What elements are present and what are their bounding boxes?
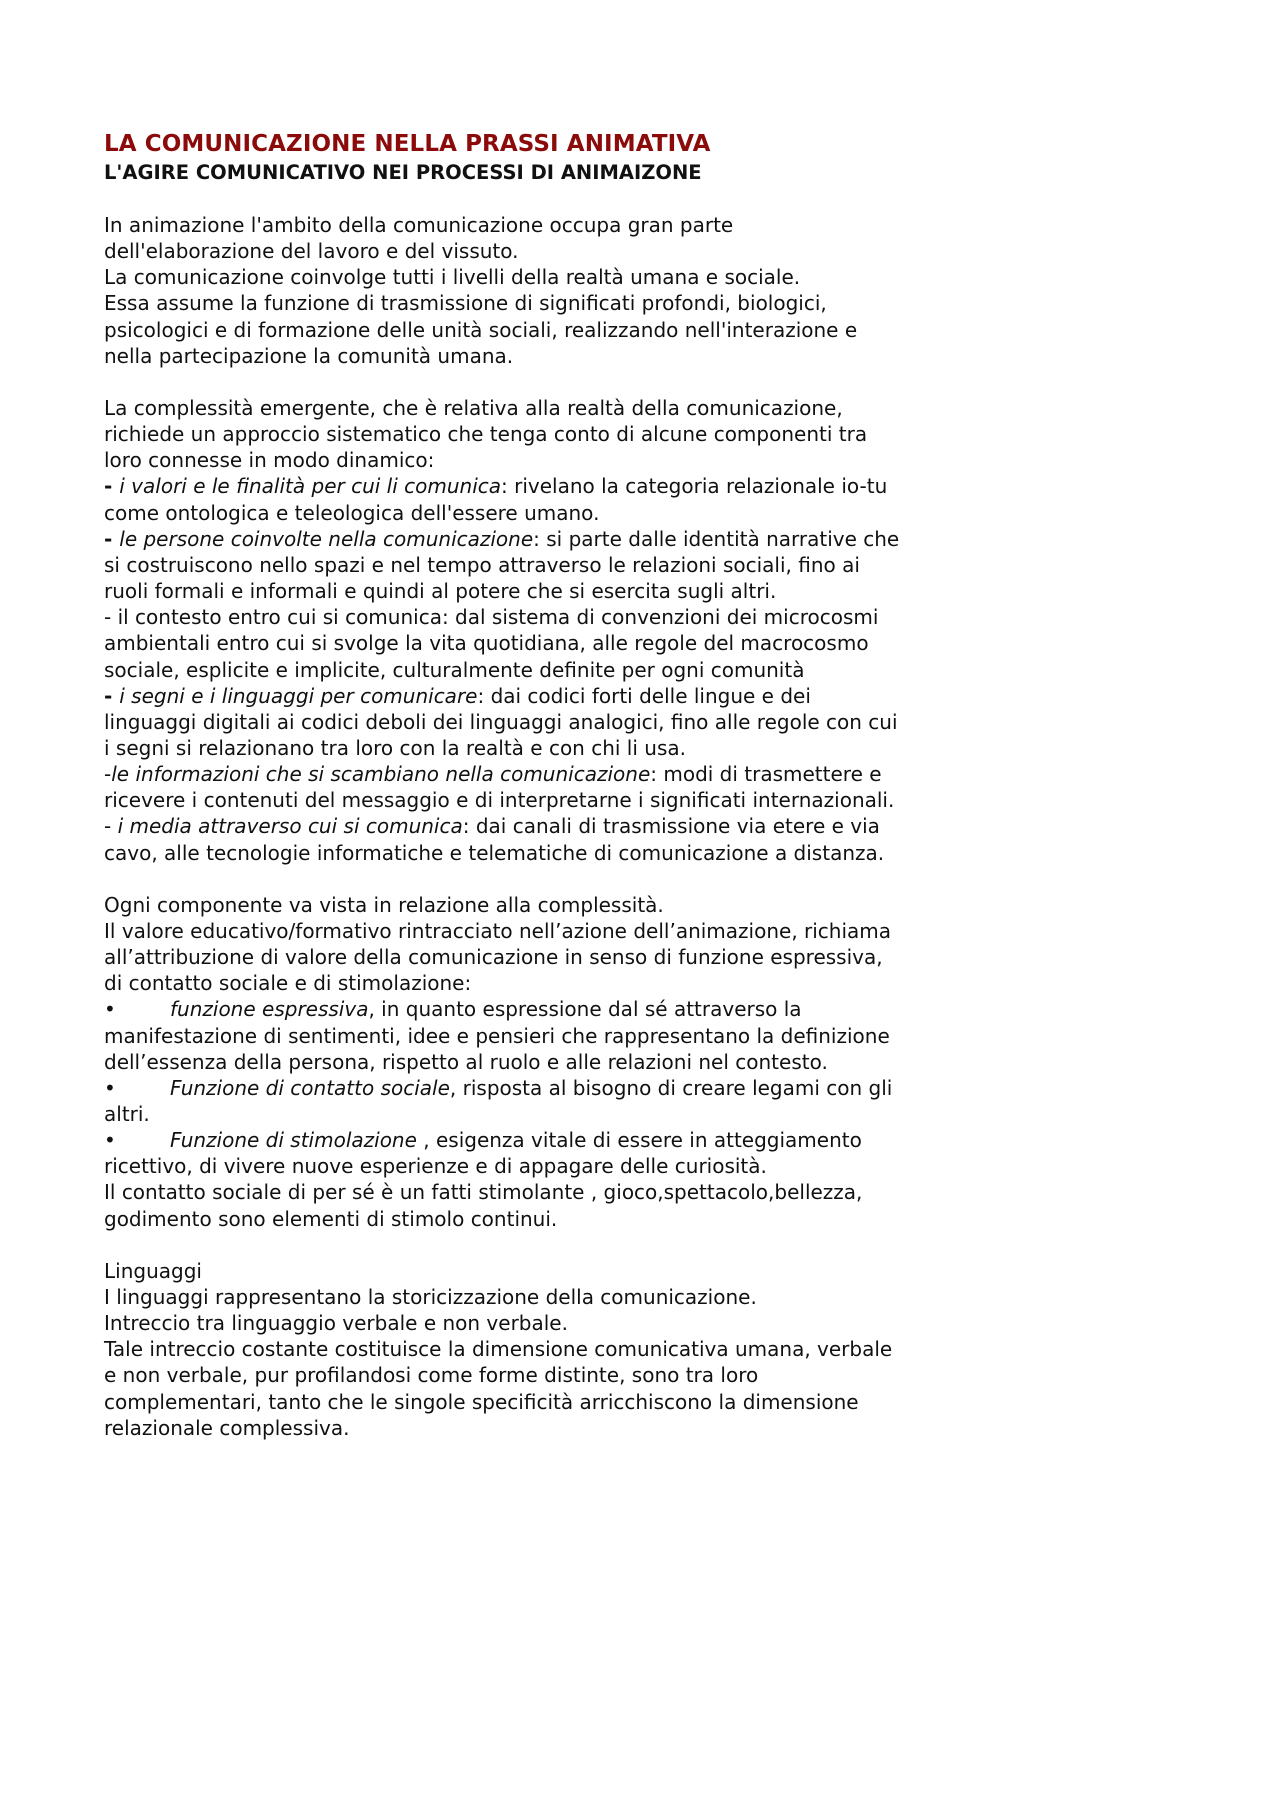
text-line: loro connesse in modo dinamico:	[104, 448, 435, 473]
component-item-information	[104, 761, 1004, 787]
text-line: richiede un approccio sistematico che tenga conto di alcune componenti tra	[104, 422, 868, 447]
component-item-values	[104, 473, 1004, 499]
text-line: come ontologica e teleologica dell'essere umano.	[104, 500, 600, 525]
function-item-expressive	[104, 996, 1004, 1022]
text-line: Essa assume la funzione di trasmissione di significati profondi, biologici,	[104, 291, 827, 316]
function-term: Funzione di contatto sociale	[170, 1075, 450, 1100]
document-page	[104, 128, 1004, 1441]
paragraph-spacer	[104, 186, 1004, 212]
function-item-social-contact	[104, 1075, 1004, 1101]
text-line: godimento sono elementi di stimolo continui.	[104, 1206, 558, 1231]
component-item-persons	[104, 526, 1004, 552]
function-description: , esigenza vitale di essere in atteggiamento	[416, 1128, 862, 1153]
function-description: , in quanto espressione dal sé attraverso la	[368, 997, 802, 1022]
text-line: relazionale complessiva.	[104, 1415, 350, 1440]
list-dash: -	[104, 526, 120, 551]
component-description: : modi di trasmettere e	[650, 762, 882, 787]
function-description: , risposta al bisogno di creare legami con gli	[449, 1075, 893, 1100]
components-paragraph	[104, 395, 1004, 866]
component-term: i media attraverso cui si comunica	[117, 814, 463, 839]
paragraph-spacer	[104, 1232, 1004, 1258]
text-line: La comunicazione coinvolge tutti i livelli della realtà umana e sociale.	[104, 265, 801, 290]
text-line: I linguaggi rappresentano la storicizzazione della comunicazione.	[104, 1284, 757, 1309]
paragraph-spacer	[104, 369, 1004, 395]
list-dash: -	[104, 814, 118, 839]
text-line: nella partecipazione la comunità umana.	[104, 343, 514, 368]
text-line: cavo, alle tecnologie informatiche e telematiche di comunicazione a distanza.	[104, 840, 885, 865]
list-dash: -	[104, 762, 112, 787]
text-line: sociale, esplicite e implicite, culturalmente definite per ogni comunità	[104, 657, 805, 682]
text-line: La complessità emergente, che è relativa alla realtà della comunicazione,	[104, 395, 843, 420]
text-line: Tale intreccio costante costituisce la dimensione comunicativa umana, verbale	[104, 1337, 893, 1362]
text-line: dell'elaborazione del lavoro e del vissuto.	[104, 239, 519, 264]
text-line: Intreccio tra linguaggio verbale e non verbale.	[104, 1311, 568, 1336]
component-item-signs	[104, 683, 1004, 709]
function-term: funzione espressiva	[170, 997, 369, 1022]
paragraph-spacer	[104, 866, 1004, 892]
section-heading-languages: Linguaggi	[104, 1258, 202, 1283]
text-line: psicologici e di formazione delle unità sociali, realizzando nell'interazione e	[104, 317, 858, 342]
text-line: ruoli formali e informali e quindi al potere che si esercita sugli altri.	[104, 579, 777, 604]
text-line: i segni si relazionano tra loro con la realtà e con chi li usa.	[104, 735, 686, 760]
list-dash: -	[104, 683, 120, 708]
bullet-icon: •	[104, 997, 116, 1022]
document-subtitle: L'AGIRE COMUNICATIVO NEI PROCESSI DI ANIMAIZONE	[104, 161, 702, 184]
list-dash: -	[104, 474, 120, 499]
document-title: LA COMUNICAZIONE NELLA PRASSI ANIMATIVA	[104, 131, 711, 157]
languages-paragraph	[104, 1258, 1004, 1441]
text-line: di contatto sociale e di stimolazione:	[104, 971, 472, 996]
text-line: e non verbale, pur profilandosi come forme distinte, sono tra loro	[104, 1363, 759, 1388]
text-line: complementari, tanto che le singole specificità arricchiscono la dimensione	[104, 1389, 859, 1414]
text-line: altri.	[104, 1102, 150, 1126]
component-description: : dai codici forti delle lingue e dei	[477, 683, 811, 708]
functions-paragraph	[104, 892, 1004, 1232]
component-description: : rivelano la categoria relazionale io-tu	[501, 474, 888, 499]
bullet-icon: •	[104, 1075, 116, 1100]
document-body	[104, 186, 1004, 1441]
text-line: Il valore educativo/formativo rintracciato nell’azione dell’animazione, richiama	[104, 918, 892, 943]
component-term: i valori e le finalità per cui li comunica	[119, 474, 502, 499]
bullet-icon: •	[104, 1128, 116, 1153]
component-description: : dai canali di trasmissione via etere e via	[462, 814, 880, 839]
component-term: le informazioni che si scambiano nella comunicazione	[111, 762, 651, 787]
text-line: manifestazione di sentimenti, idee e pensieri che rappresentano la definizione	[104, 1023, 890, 1048]
component-item-media	[104, 813, 1004, 839]
function-term: Funzione di stimolazione	[170, 1128, 417, 1153]
text-line: Il contatto sociale di per sé è un fatti stimolante , gioco,spettacolo,bellezza,	[104, 1180, 863, 1205]
function-item-stimulation	[104, 1127, 1004, 1153]
text-line: ambientali entro cui si svolge la vita quotidiana, alle regole del macrocosmo	[104, 631, 869, 656]
text-line: all’attribuzione di valore della comunicazione in senso di funzione espressiva,	[104, 945, 883, 970]
intro-paragraph	[104, 212, 1004, 369]
component-item-context: - il contesto entro cui si comunica: dal sistema di convenzioni dei microcosmi	[104, 605, 879, 630]
component-term: i segni e i linguaggi per comunicare	[119, 683, 478, 708]
text-line: linguaggi digitali ai codici deboli dei linguaggi analogici, fino alle regole con cui	[104, 709, 898, 734]
text-line: si costruiscono nello spazi e nel tempo attraverso le relazioni sociali, fino ai	[104, 552, 860, 577]
text-line: dell’essenza della persona, rispetto al ruolo e alle relazioni nel contesto.	[104, 1049, 828, 1074]
text-line: ricevere i contenuti del messaggio e di interpretarne i significati internazionali.	[104, 788, 895, 813]
text-line: ricettivo, di vivere nuove esperienze e di appagare delle curiosità.	[104, 1154, 767, 1179]
component-description: : si parte dalle identità narrative che	[533, 526, 900, 551]
text-line: Ogni componente va vista in relazione alla complessità.	[104, 892, 664, 917]
component-term: le persone coinvolte nella comunicazione	[119, 526, 534, 551]
text-line: In animazione l'ambito della comunicazione occupa gran parte	[104, 213, 734, 237]
